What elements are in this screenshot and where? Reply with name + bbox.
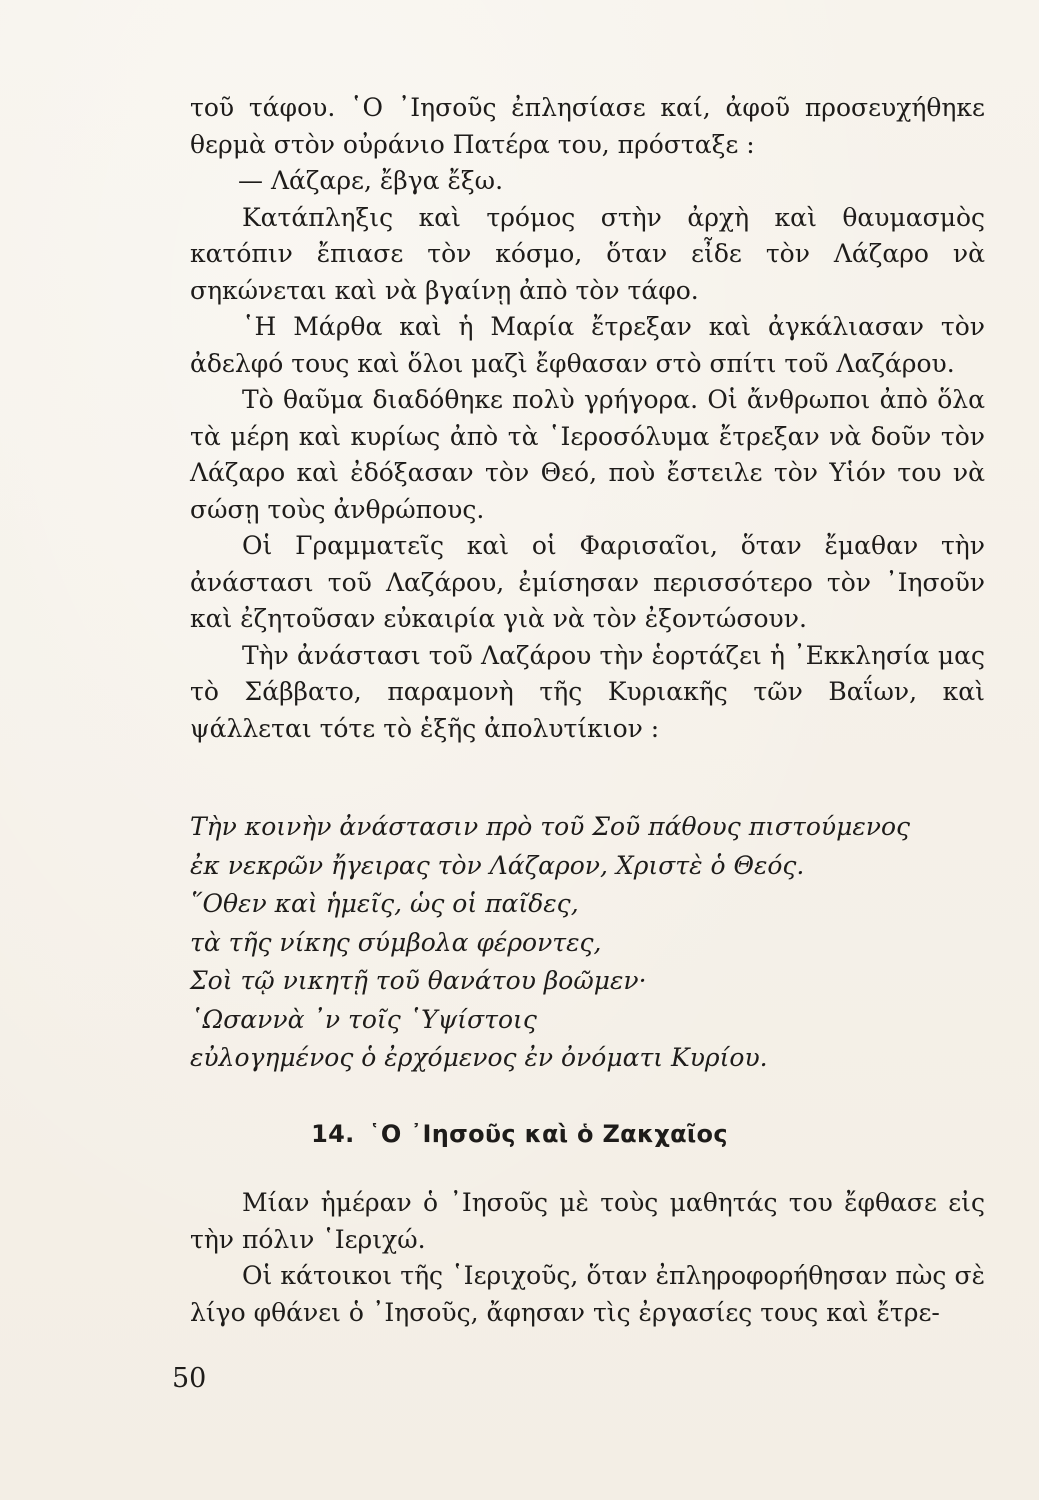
section-heading: [0, 1120, 1039, 1148]
hymn-line: ῞Οθεν καὶ ἡμεῖς, ὡς οἱ παῖδες,: [190, 889, 579, 918]
text-block-top: [190, 90, 985, 747]
hymn-line: τὰ τῆς νίκης σύμβολα φέροντες,: [190, 927, 602, 957]
text-block-bottom: [190, 1185, 985, 1331]
paragraph: Τὴν ἀνάστασι τοῦ Λαζάρου τὴν ἑορτάζει ἡ ᾿Εκκλησία μας τὸ Σάββατο, παραμονὴ τῆς Κυριακῆς τῶν Βαΐων, καὶ ψάλλεται τότε τὸ ἑξῆς ἀπολυτίκιον :: [190, 640, 985, 743]
page-number: 50: [172, 1363, 207, 1394]
paragraph: ῾Η Μάρθα καὶ ἡ Μαρία ἔτρεξαν καὶ ἀγκάλιασαν τὸν ἀδελφό τους καὶ ὅλοι μαζὶ ἔφθασαν στὸ σπίτι τοῦ Λαζάρου.: [190, 312, 985, 378]
hymn-apolytikion: [190, 808, 970, 1078]
paragraph: Κατάπληξις καὶ τρόμος στὴν ἀρχὴ καὶ θαυμασμὸς κατόπιν ἔπιασε τὸν κόσμο, ὅταν εἶδε τὸν Λάζαρο νὰ σηκώνεται καὶ νὰ βγαίνῃ ἀπὸ τὸν τάφο.: [190, 202, 985, 305]
paragraph-continued: τοῦ τάφου. ῾Ο ᾿Ιησοῦς ἐπλησίασε καί, ἀφοῦ προσευχήθηκε θερμὰ στὸν οὐράνιο Πατέρα του, πρόσταξε :: [190, 93, 985, 159]
dialogue-line: — Λάζαρε, ἔβγα ἔξω.: [238, 166, 504, 195]
paragraph: Οἱ κάτοικοι τῆς ῾Ιεριχοῦς, ὅταν ἐπληροφορήθησαν πὼς σὲ λίγο φθάνει ὁ ᾿Ιησοῦς, ἄφησαν τὶς ἐργασίες τους καὶ ἔτρε-: [190, 1261, 985, 1327]
hymn-line: εὐλογημένος ὁ ἐρχόμενος ἐν ὀνόματι Κυρίου.: [190, 1043, 768, 1072]
section-number: 14.: [311, 1120, 355, 1148]
paragraph: Μίαν ἡμέραν ὁ ᾿Ιησοῦς μὲ τοὺς μαθητάς του ἔφθασε εἰς τὴν πόλιν ῾Ιεριχώ.: [190, 1188, 985, 1254]
paragraph: Οἱ Γραμματεῖς καὶ οἱ Φαρισαῖοι, ὅταν ἔμαθαν τὴν ἀνάστασι τοῦ Λαζάρου, ἐμίσησαν περισσότερο τὸν ᾿Ιησοῦν καὶ ἐζητοῦσαν εὐκαιρία γιὰ νὰ τὸν ἐξοντώσουν.: [190, 531, 985, 633]
hymn-line: ἐκ νεκρῶν ἤγειρας τὸν Λάζαρον, Χριστὲ ὁ Θεός.: [190, 850, 805, 880]
section-title: ῾Ο ᾿Ιησοῦς καὶ ὁ Ζακχαῖος: [368, 1120, 728, 1148]
hymn-line: Σοὶ τῷ νικητῇ τοῦ θανάτου βοῶμεν·: [190, 966, 647, 995]
paragraph: Τὸ θαῦμα διαδόθηκε πολὺ γρήγορα. Οἱ ἄνθρωποι ἀπὸ ὅλα τὰ μέρη καὶ κυρίως ἀπὸ τὰ ῾Ιεροσόλυμα ἔτρεξαν νὰ δοῦν τὸν Λάζαρο καὶ ἐδόξασαν τὸν Θεό, ποὺ ἔστειλε τὸν Υἱόν του νὰ σώσῃ τοὺς ἀνθρώπους.: [190, 385, 985, 524]
hymn-line: ῾Ωσαννὰ ᾿ν τοῖς ῾Υψίστοις: [190, 1004, 537, 1034]
hymn-line: Τὴν κοινὴν ἀνάστασιν πρὸ τοῦ Σοῦ πάθους πιστούμενος: [190, 812, 910, 841]
